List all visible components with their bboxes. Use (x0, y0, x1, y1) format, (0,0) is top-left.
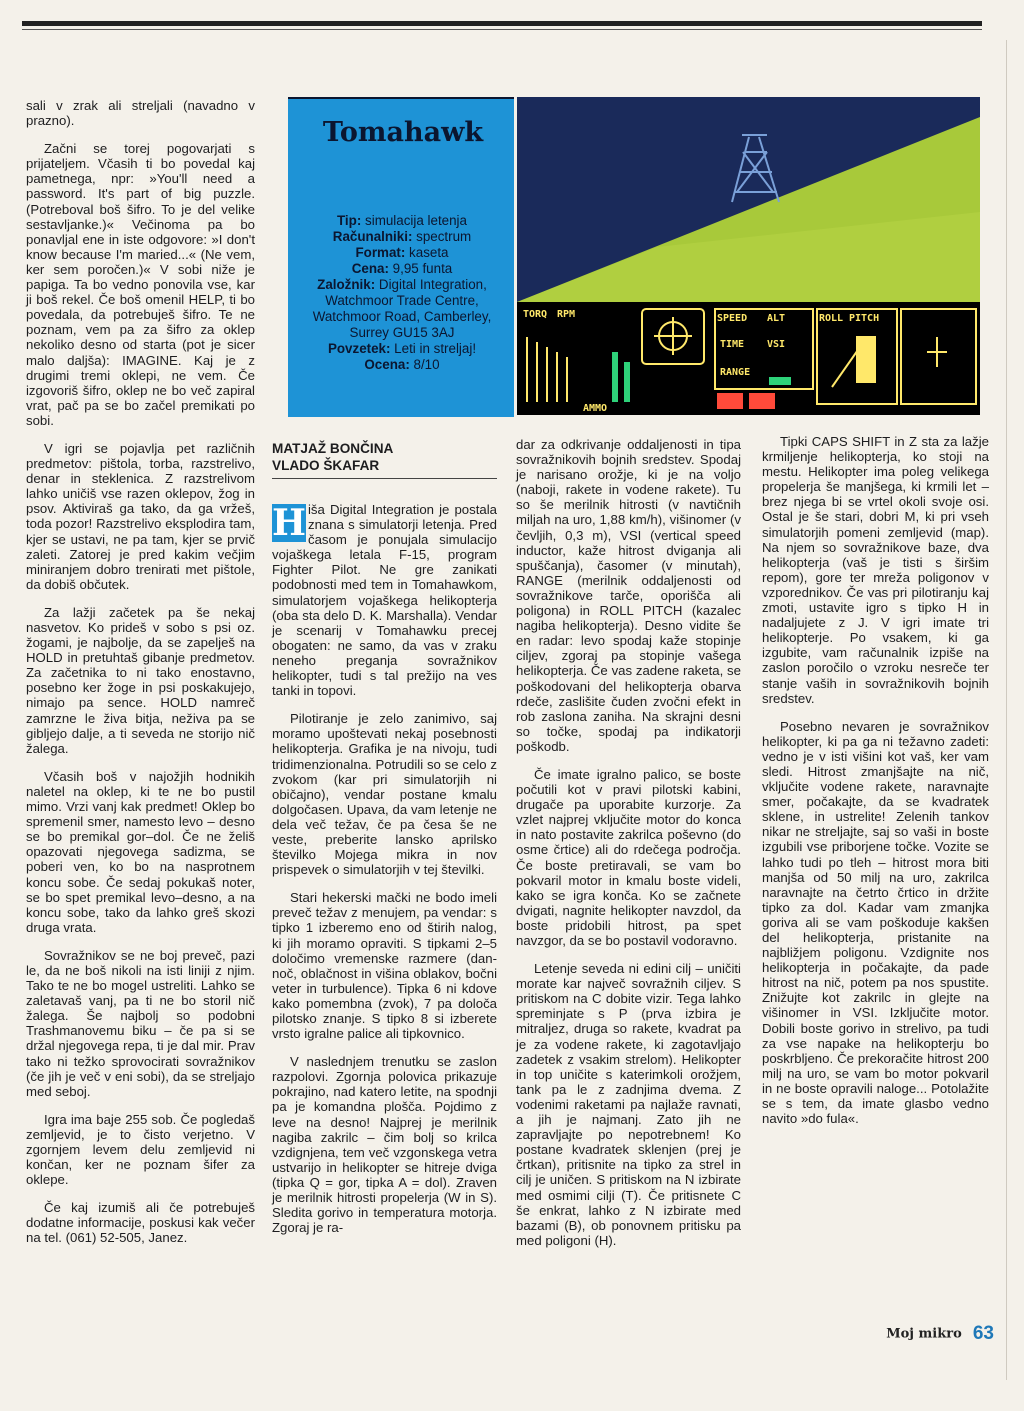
paragraph: Stari hekerski mački ne bodo imeli prevеč težav z menujem, pa vendar: s tipko 1 izberemo eno od štirih nalog, ki jih moramo opraviti. S tipkami 2–5 določimo vremenske razmere (dan-noč, oblačnost in višina oblakov, bočni veter in turbulence). Tipka 6 ni kdove kako pomembna (zvok), 7 pa določa pilotsko znanje. S tipko 8 si izberete vrsto igralne palice ali tipkovnico. (272, 890, 497, 1042)
column-2 (272, 502, 497, 1248)
fact-label: Založnik: (317, 277, 376, 292)
column-4 (762, 434, 989, 1139)
paragraph: Letenje seveda ni edini cilj – uničiti morate kar največ sovražnih ciljev. S pritiskom na C dobite vizir. Tega lahko spreminjate s P (prva izbira je mitraljez, druga so rakete, kvadrat pa je za vodene rakete, ki zagotavljajo zadetek z vsakim strelom). Helikopter in top uničite s katerimkoli orožjem, tank pa le z zadnjima dvema. Z vodenimi raketami pa najlaže ravnati, a jih je najmanj. Zato jih ne zapravljajte po nepotrebnem! Ko postane kvadratek sklenjen (prej je črtkan), pritisnite na tipko za strel in cilj je uničen. S pritiskom na N izbirate med osmimi cilji (T). Če pritisnete C še enkrat, lahko z N izbirate med bazami (B), ob ponovnem pritisku pa med poligoni (H). (516, 961, 741, 1248)
hud-label: SPEED (717, 313, 748, 324)
hud-label: ALT (767, 313, 786, 324)
hud-label: VSI (767, 339, 786, 350)
fact-row (302, 261, 502, 277)
magazine-name: Moj mikro (886, 1326, 962, 1342)
fact-value: spectrum (412, 229, 472, 244)
fact-value: Leti in streljaj! (390, 341, 477, 356)
hud-label: PITCH (849, 313, 880, 324)
fact-label: Tip: (337, 213, 362, 228)
hud-label: AMMO (583, 403, 608, 414)
game-title: Tomahawk (322, 117, 484, 148)
paragraph (272, 502, 497, 698)
fact-value: 8/10 (409, 357, 440, 372)
paragraph: Če imate igralno palico, se boste počutili kot v pravi pilotski kabini, drugače pa uporabite kurzorje. Za vzlet najprej vključite motor do konca in nato postavite zakrilca poševno (do osme črtice) ali do rdečega področja. Če boste pretiravali, se vam bo pokvaril motor in kmalu boste videli, kako se igra konča. Ko se začnete dvigati, nagnite helikopter navzdol, da boste pridobili hitrost, pa spet navzgor, da se bo postavil vodoravno. (516, 766, 741, 948)
dropcap-spacer (272, 502, 308, 542)
fact-label: Cena: (351, 261, 389, 276)
column-3 (516, 437, 741, 1261)
paragraph: Igra ima baje 255 sob. Če pogledaš zemljevid, je to čisto verjetno. V zgornjem levem delu zemljevid ni končan, ker ne poznam šifer za oklepe. (26, 1111, 255, 1188)
paragraph: Pilotiranje je zelo zanimivo, saj moramo upoštevati nekaj posebnosti helikopterja. Grafika je na nivoju, tudi tridimenzionalna. Potrudili so se celo z zvokom (kar pri simulatorjih ni običajno), vendar postane kmalu dolgočasen. Upava, da vam letenje ne dela več težav, če pa česa še ne veste, preberite lansko aprilsko številko Mojega mikra in nov prispevek o simulatorjih v tej številki. (272, 711, 497, 878)
paragraph: Za lažji začetek pa še nekaj nasvetov. Ko prideš v sobo s psi oz. žogami, je najbolje, da se zapelješ na HOLD in pretuhtaš gibanje predmetov. Za začetnika to ni tako enostavno, posebno ker žoge in psi poskakujejo, nimajo pa sence. HOLD namreč zamrzne le živa bitja, neživa pa se gibljejo dalje, a ti seveda ne storijo nič žalega. (26, 604, 255, 756)
fact-label: Računalniki: (332, 229, 413, 244)
cockpit-panel (517, 302, 980, 415)
fact-row (302, 357, 502, 373)
paragraph: Začni se torej pogovarjati s prijateljem. Včasih ti bo povedal kaj pametnega, npr: »You'll need a password. It's part of big puzzle. (Potreboval boš šifro. To je del velike sestavljanke.)« Večinoma pa bo ponavljal ene in iste odgovore: »I don't know because I'm maried...« (Ne vem, ker sem poročen.)« V sobi niže je papiga. Ta bo vedno ponovila vse, kar ji boš rekel. Če boš omenil HELP, ti bo povedala, da potrebuješ šifro. Te ne poznam, vem pa za šifro za oklep nekoliko desno od starta (pot je sicer malo daljša): IMAGINE. Kaj je z drugimi tremi oklepi, ne vem. Če izgovoriš šifro, oklep ne bo več zapiral vrat, pač pa se bo začel premikati po sobi. (26, 141, 255, 428)
paragraph: Tipki CAPS SHIFT in Z sta za lažje krmiljenje helikopterja, ko stoji na mestu. Helikopter ima poleg velikega propelerja še manjšega, ki krmili let – brez njega bi se vrtel okoli svoje osi. Ostal je še stari, dobri M, ki pri vseh simulatorjih pomeni zemljevid (map). Na njem so sovražnikove baze, dva helikopterja (vaš je tisti s širšim repom), gore ter mreža poligonov v vzporednikov. Če vas pri pilotiranju kaj zmoti, ustavite igro s tipko H in nadaljujete z J. V igri imate tri helikopterje. Po vsakem, ki ga izgubite, vam računalnik izpiše na zaslon poročilo o vzroku nesreče ter stanje vaših in sovražnikovih bojnih sredstev. (762, 434, 989, 706)
fact-label: Ocena: (364, 357, 410, 372)
hud-label: RPM (557, 309, 576, 320)
fact-value: kaseta (405, 245, 449, 260)
drop-cap: H (272, 502, 307, 544)
game-facts (302, 213, 502, 373)
author-name: MATJAŽ BONČINA (272, 441, 394, 456)
fact-label: Povzetek: (327, 341, 391, 356)
top-rule (22, 21, 982, 26)
paragraph: V igri se pojavlja pet različnih predmetov: pištola, torba, razstrelivo, denar in steklenica. Z razstrelivom lahko uničiš vse razen oklepov, žog in psov. Aktiviraš ga tako, da ga vržeš, toda pozor! Razstrelivo eksplodira tam, kjer se ustavi, ne pa tam, kjer se prvič zaleti. Zatorej je pred kakim večjim miniranjem dobro trenirati met pištole, da dobiš občutek. (26, 440, 255, 592)
paragraph: dar za odkrivanje oddaljenosti in tipa sovražnikovih bojnih sredstev. Spodaj je narisano orožje, ki je na voljo (naboji, rakete in vodene rakete). Tu so še merilnik hitrosti (v navtičnih miljah na uro, 1,88 km/h), višinomer (v čevljih, 0,3 m), VSI (vertical speed inductor, kaže hitrost dviganja ali spuščanja), časomer (v minutah), RANGE (merilnik oddaljenosti od sovražnikove tarče, oporišča ali poligona) in ROLL PITCH (kazalec nagiba helikopterja). Desno vidite še en radar: levo spodaj kaže stopinje ciljev, zgoraj pa stopinje vašega helikopterja. Če vas zadene raketa, se poškodovani del helikopterja obarva rdeče, zaslišite čuden zvočni efekt in rob zaslona zaniha. Na skrajni desni so točke, spodaj pa indikatorji poškodb. (516, 437, 741, 754)
fact-row (302, 229, 502, 245)
paragraph: Včasih boš v najožjih hodnikih naletel na oklep, ki te ne bo pustil mimo. Vrzi vanj kak predmet! Oklep bo spremenil smer, namesto levo – desno se bo premikal gor–dol. Če ne želiš opazovati njegovega sadizma, se poberi ven, ko bo na nasprotnem koncu sobe. Če sedaj pokukaš noter, se bo spet premikal levo–desno, a na koncu sobe, tako da lahko greš skozi druga vrata. (26, 768, 255, 935)
game-screenshot (517, 97, 980, 415)
hud-label: TORQ (523, 309, 548, 320)
column-1 (26, 98, 255, 1259)
top-rule-thin (22, 29, 982, 30)
paragraph: V naslednjem trenutku se zaslon razpolovi. Zgornja polovica prikazuje pokrajino, nad katero letite, na spodnji pa je komandna plošča. Pojdimo z leve na desno! Najprej je merilnik nagiba zakrilc – čim bolj so krilca vzdignjena, tem več vzgonskega vetra ustvarijo in helikopter se hitreje dviga (tipka Q = gor, tipka A = dol). Zraven je merilnik hitrosti propelerja (W in S). Sledita gorivo in temperatura motorja. Zgoraj je ra- (272, 1054, 497, 1236)
fact-value: 9,95 funta (388, 261, 453, 276)
page-edge (1006, 40, 1007, 1380)
fact-row (302, 277, 502, 341)
fact-row (302, 213, 502, 229)
paragraph: sali v zrak ali streljali (navadno v prazno). (26, 98, 255, 129)
paragraph: Če kaj izumiš ali če potrebuješ dodatne informacije, poskusi kak večer na tel. (061) 52-505, Janez. (26, 1200, 255, 1246)
fact-row (302, 341, 502, 357)
page-footer (886, 1323, 994, 1345)
paragraph: Posebno nevaren je sovražnikov helikopter, ki pa ga ni težavno zadeti: vedno je v isti višini kot vaš, ker vam sledi. Hitrost zmanjšajte na nič, vključite vodene rakete, naravnajte smer, počakajte, da se kvadratek sklene, in ustrelite! Zelenih tankov nikar ne streljajte, saj so vaši in boste izgubili vse priborjene točke. Vozite se lahko tudi po tleh – hitrost mora biti manjša od 50 milj na uro, zakrilca naravnajte na četrto črtico in držite tipko za dol. Kadar vam zmanjka goriva ali se vam poškoduje kakšen del helikopterja, pristanite na najbližjem poligonu. Vzdignite nos helikopterja in počakajte, da pade hitrost na nič, potem pa nos spustite. Znižujte kot zakrilc in glejte na višinomer in VSI. Izključite motor. Dobili boste gorivo in strelivo, pa tudi za vse napake na helikopterju bo poskrbljeno. Če prekoračite hitrost 200 milj na uro, se vam bo motor pokvaril in ne boste opravili naloge... Potolažite se s tem, da imate glasbo vedno navito »do fula«. (762, 718, 989, 1127)
fact-value: simulacija letenja (361, 213, 467, 228)
hud-label: ROLL (819, 313, 844, 324)
fact-value: Digital Integration, Watchmoor Trade Centre, Watchmoor Road, Camberley, Surrey GU15 3AJ (312, 277, 492, 340)
fact-row (302, 245, 502, 261)
page-number: 63 (972, 1323, 994, 1344)
author-name: VLADO ŠKAFAR (272, 458, 380, 473)
paragraph: Sovražnikov se ne boj preveč, pazi le, da ne boš nikoli na isti liniji z njim. Tako te ne bo mogel ustreliti. Lahko se zaletavaš vanj, pa ti ne bo storil nič žalega. Še najbolj so podobni Trashmanovemu biku – če pa si se držal njegovega repa, ti je dal mir. Prav tako ni težko sprovocirati sovražnikov (če jih je več v eni sobi), da se streljajo med seboj. (26, 947, 255, 1099)
hud-label: TIME (720, 339, 745, 350)
fact-label: Format: (355, 245, 406, 260)
paragraph-text: iša Digital Integration je postala znana s simulatorji letenja. Pred časom je ponujala simulacijo vojaškega letala F-15, program Fighter Pilot. Ne gre zanikati podobnosti med tem in Tomahawkom, simulatorjem vojaškega helikopterja (oba sta delo D. K. Marshalla). Vendar je scenarij v Tomahawku precej obogaten: ne samo, da vas v zraku neneho preganja sovražnikov helikopter, tudi s tal prežijo na ves tanki in topovi. (272, 502, 497, 699)
game-info-box (288, 97, 514, 417)
byline-rule (272, 478, 497, 479)
byline (272, 440, 497, 474)
game-screenshot-art (517, 97, 980, 415)
hud-label: RANGE (720, 367, 751, 378)
